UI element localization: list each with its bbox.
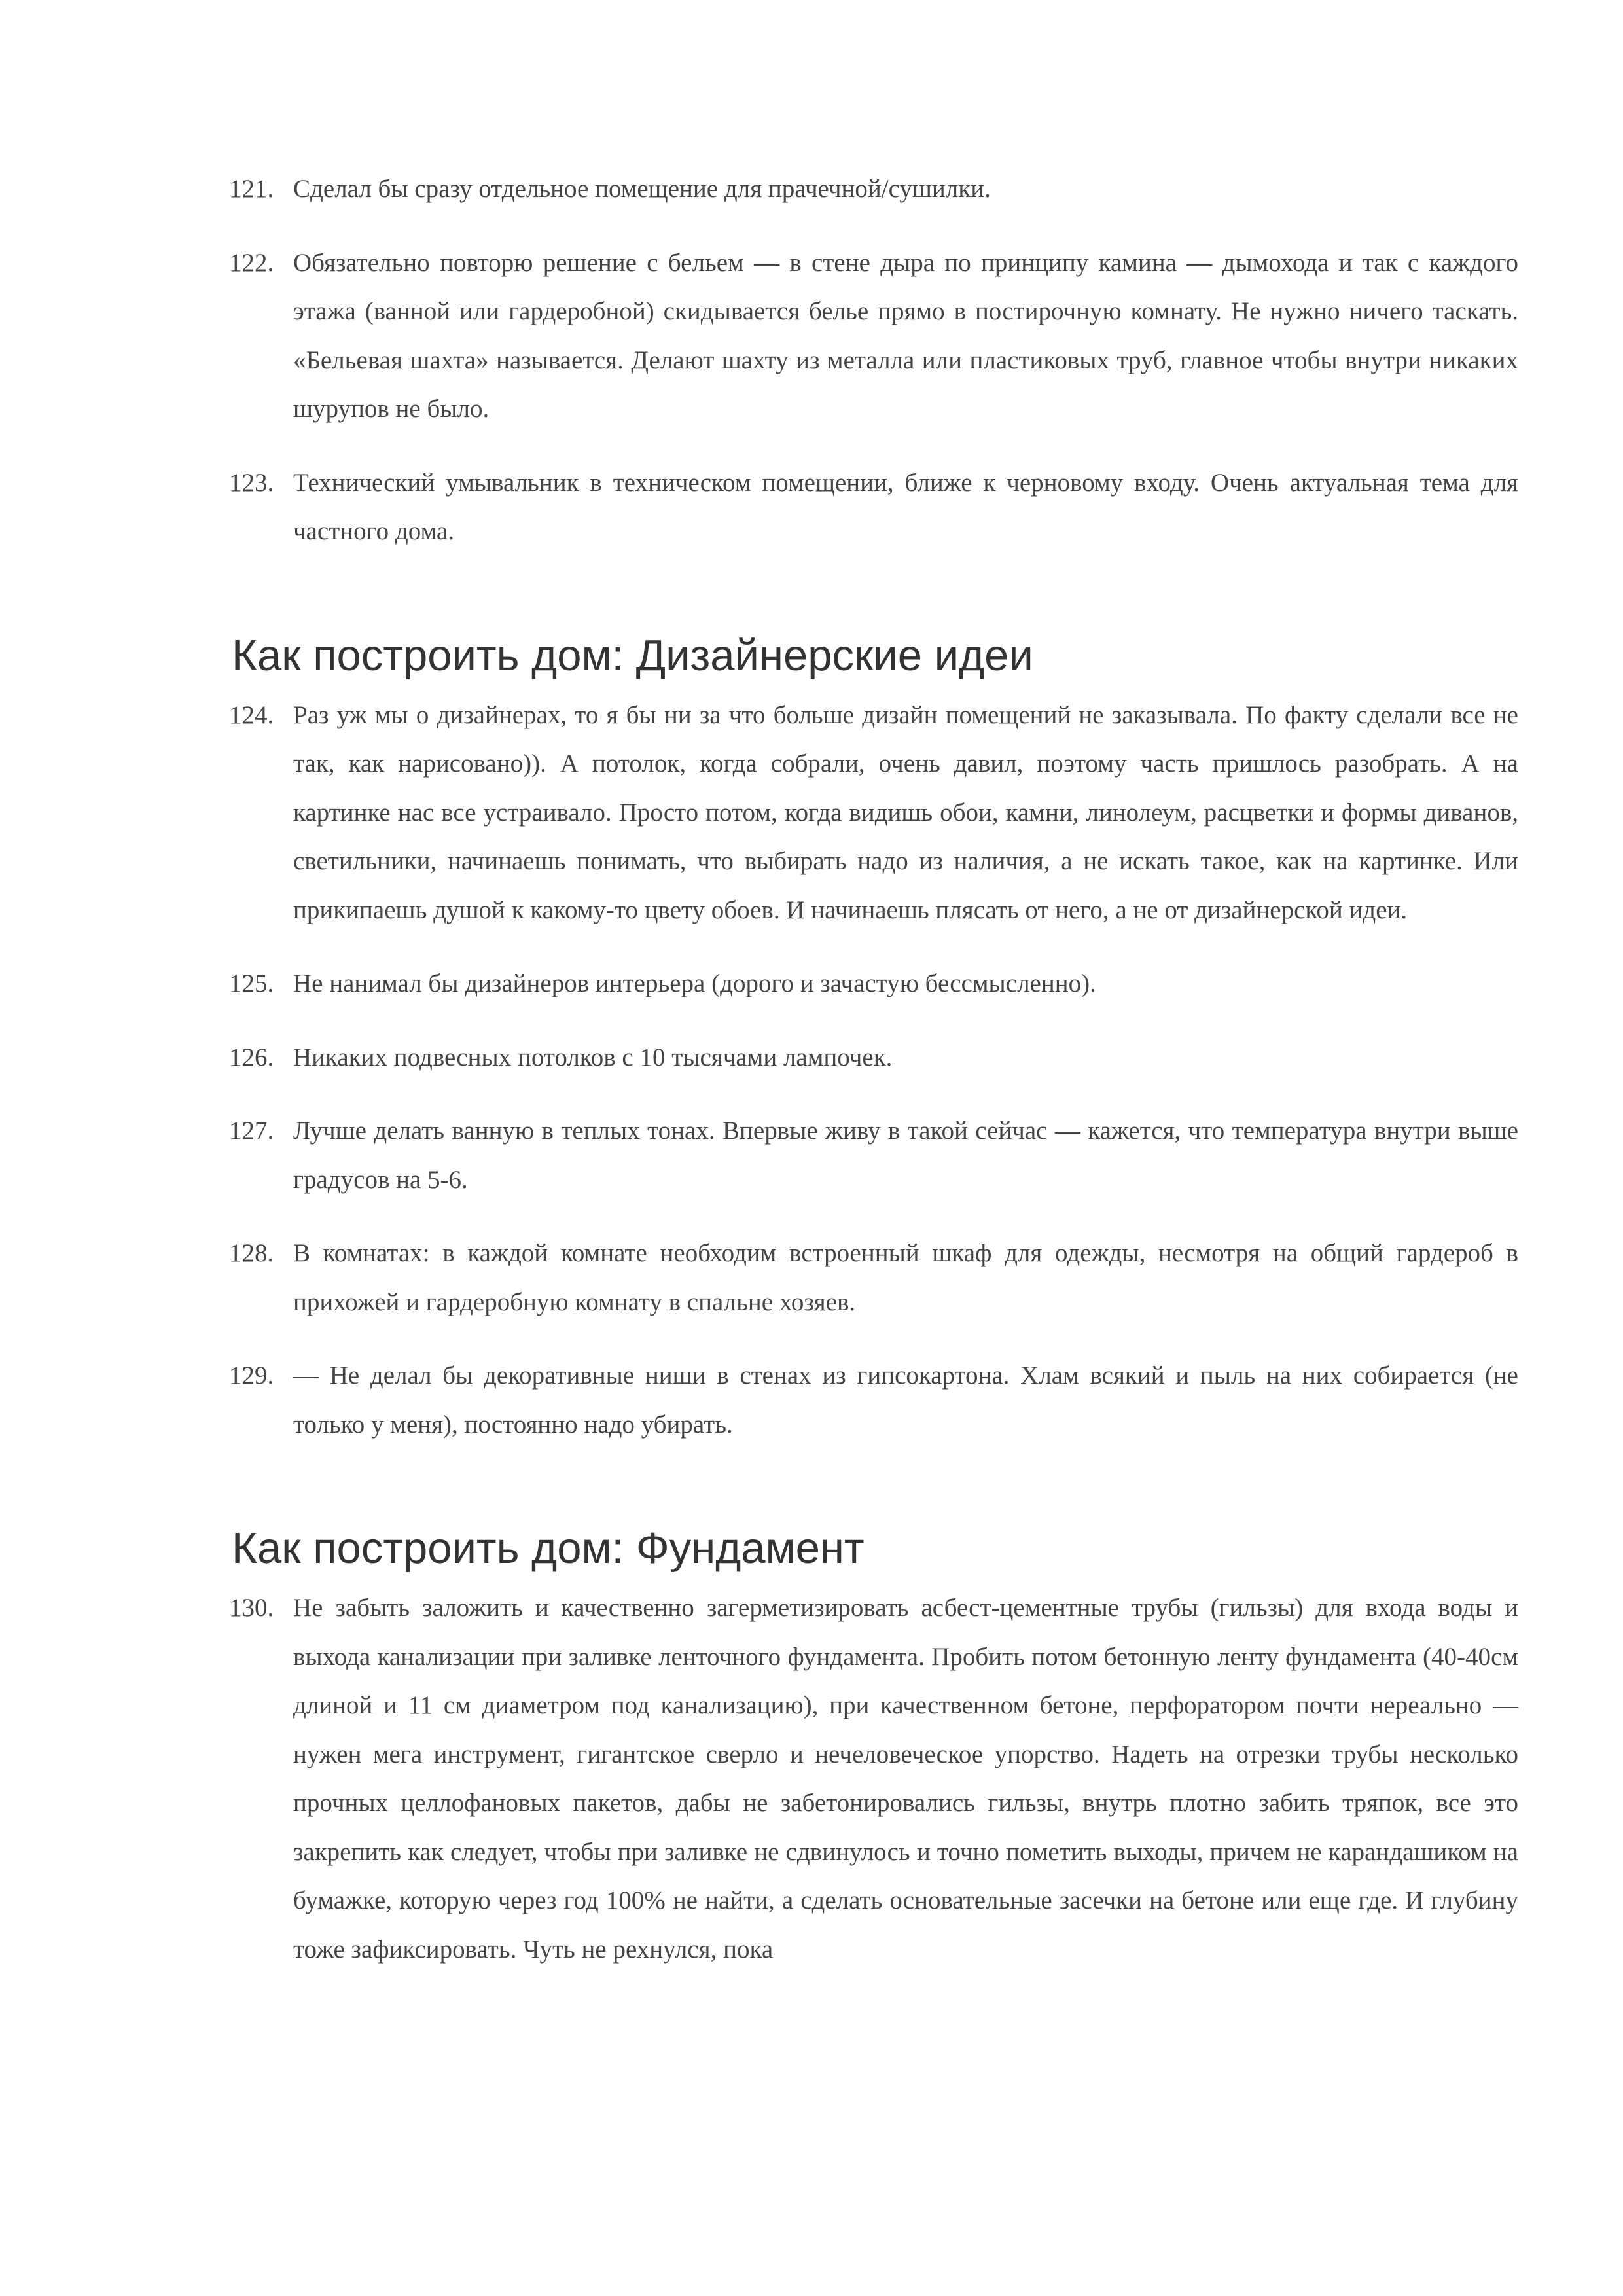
item-number: 124. [229, 700, 274, 729]
item-number: 129. [229, 1361, 274, 1390]
item-text: Раз уж мы о дизайнерах, то я бы ни за что больше дизайн помещений не заказывала. По факту сделали все не так, как нарисовано)). А потолок, когда собрали, очень давил, поэтому часть пришлось разобрать. А на картинке нас все устраивало. Просто потом, когда видишь обои, камни, линолеум, расцветки и формы диванов, светильники, начинаешь понимать, что выбирать надо из наличия, а не искать такое, как на картинке. Или прикипаешь душой к какому-то цвету обоев. И начинаешь плясать от него, а не от дизайнерской идеи. [293, 700, 1518, 924]
list-item-121 [229, 165, 1518, 214]
item-number: 130. [229, 1594, 274, 1622]
page-content [229, 165, 1518, 1974]
list-item-127 [229, 1107, 1518, 1204]
item-text: Обязательно повторю решение с бельем — в стене дыра по принципу камина — дымохода и так с каждого этажа (ванной или гардеробной) скидывается белье прямо в постирочную комнату. Не нужно ничего таскать. «Бельевая шахта» называется. Делают шахту из металла или пластиковых труб, главное чтобы внутри никаких шурупов не было. [293, 248, 1518, 423]
item-text: Не нанимал бы дизайнеров интерьера (дорого и зачастую бессмысленно). [293, 969, 1096, 997]
list-item-129 [229, 1352, 1518, 1449]
section-heading-foundation: Как построить дом: Фундамент [232, 1524, 865, 1573]
section-heading-design: Как построить дом: Дизайнерские идеи [232, 630, 1033, 680]
item-text: — Не делал бы декоративные ниши в стенах из гипсокартона. Хлам всякий и пыль на них собирается (не только у меня), постоянно надо убирать. [293, 1361, 1518, 1439]
list-item-122 [229, 239, 1518, 434]
item-number: 127. [229, 1117, 274, 1145]
list-item-123 [229, 459, 1518, 556]
list-item-126 [229, 1033, 1518, 1083]
item-number: 125. [229, 969, 274, 997]
item-text: В комнатах: в каждой комнате необходим встроенный шкаф для одежды, несмотря на общий гардероб в прихожей и гардеробную комнату в спальне хозяев. [293, 1239, 1518, 1316]
list-item-125 [229, 960, 1518, 1009]
item-number: 121. [229, 175, 274, 203]
item-text: Никаких подвесных потолков с 10 тысячами лампочек. [293, 1043, 893, 1071]
item-text: Лучше делать ванную в теплых тонах. Впервые живу в такой сейчас — кажется, что температура внутри выше градусов на 5-6. [293, 1117, 1518, 1194]
item-number: 128. [229, 1239, 274, 1267]
item-text: Сделал бы сразу отдельное помещение для прачечной/сушилки. [293, 175, 991, 203]
list-item-130 [229, 1584, 1518, 1974]
list-item-124 [229, 691, 1518, 935]
item-number: 122. [229, 248, 274, 277]
item-text: Технический умывальник в техническом помещении, ближе к черновому входу. Очень актуальная тема для частного дома. [293, 468, 1518, 545]
item-number: 123. [229, 468, 274, 497]
list-item-128 [229, 1229, 1518, 1327]
item-text: Не забыть заложить и качественно загерметизировать асбест-цементные трубы (гильзы) для входа воды и выхода канализации при заливке ленточного фундамента. Пробить потом бетонную ленту фундамента (40-40см длиной и 11 см диаметром под канализацию), при качественном бетоне, перфоратором почти нереально — нужен мега инструмент, гигантское сверло и нечеловеческое упорство. Надеть на отрезки трубы несколько прочных целлофановых пакетов, дабы не забетонировались гильзы, внутрь плотно забить тряпок, все это закрепить как следует, чтобы при заливке не сдвинулось и точно пометить выходы, причем не карандашиком на бумажке, которую через год 100% не найти, а сделать основательные засечки на бетоне или еще где. И глубину тоже зафиксировать. Чуть не рехнулся, пока [293, 1594, 1518, 1964]
item-number: 126. [229, 1043, 274, 1071]
